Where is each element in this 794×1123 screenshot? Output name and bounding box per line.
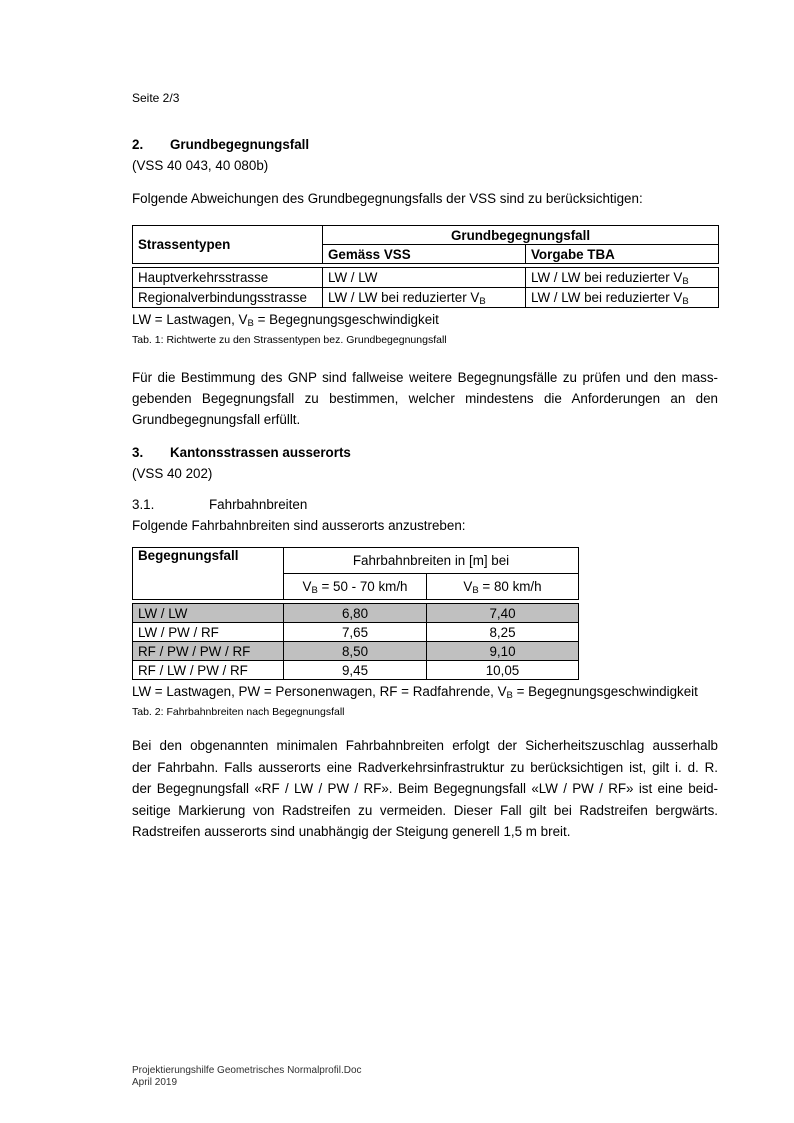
- table-2-speed-header-50-70: $V_B = 50 - 70$ km/h: [284, 574, 427, 600]
- encounter-case-cell: RF / LW / PW / RF: [133, 661, 284, 680]
- width-80-cell: 9,10: [427, 642, 579, 661]
- table-2-header: [132, 547, 579, 600]
- width-50-70-cell: 8,50: [284, 642, 427, 661]
- paragraph-line: Für die Bestimmung des GNP sind fallweise weitere Begegnungsfälle zu prüfen und den mass-: [132, 370, 718, 385]
- table-1-group-header-cell: Grundbegegnungsfall: [323, 226, 719, 245]
- table-2-group-header-cell: Fahrbahnbreiten in [m] bei: [284, 548, 579, 574]
- tba-value-cell: LW / LW bei reduzierter $V_B$: [526, 288, 719, 308]
- table-row: [133, 661, 579, 680]
- table-row: [133, 623, 579, 642]
- table-1-subheader-tba: Vorgabe TBA: [526, 245, 719, 264]
- table-1-caption: Tab. 1: Richtwerte zu den Strassentypen bez. Grundbegegnungsfall: [132, 334, 447, 346]
- section-3-1-intro-text: Folgende Fahrbahnbreiten sind ausserorts anzustreben:: [132, 518, 466, 533]
- paragraph-gnp: [132, 367, 718, 430]
- encounter-case-cell: RF / PW / PW / RF: [133, 642, 284, 661]
- width-80-cell: 8,25: [427, 623, 579, 642]
- table-1-body: [132, 267, 719, 308]
- footer-filename: Projektierungshilfe Geometrisches Normalprofil.Doc: [132, 1065, 362, 1076]
- street-type-cell: Hauptverkehrsstrasse: [133, 268, 323, 288]
- page-footer: [132, 1065, 362, 1089]
- table-2-body: [132, 603, 579, 680]
- table-2-legend: LW = Lastwagen, PW = Personenwagen, RF = Radfahrende, $V_B$ = Begegnungsgeschwindigkeit: [132, 684, 698, 701]
- width-50-70-cell: 7,65: [284, 623, 427, 642]
- table-2: [132, 547, 718, 680]
- paragraph-line: der Fahrbahn. Falls ausserorts eine Radverkehrsinfrastruktur zu berücksichtigen ist, gilt i. d. R.: [132, 759, 718, 775]
- vss-value-cell: LW / LW: [323, 268, 526, 288]
- street-type-cell: Regionalverbindungsstrasse: [133, 288, 323, 308]
- section-3-number: 3.: [132, 445, 144, 460]
- paragraph-radstreifen: [132, 735, 718, 843]
- table-2-speed-header-80: $V_B = 80$ km/h: [427, 574, 579, 600]
- width-50-70-cell: 6,80: [284, 604, 427, 623]
- table-1: [132, 225, 718, 308]
- vss-value-cell: LW / LW bei reduzierter $V_B$: [323, 288, 526, 308]
- width-80-cell: 10,05: [427, 661, 579, 680]
- section-2-number: 2.: [132, 137, 144, 152]
- table-row: [133, 604, 579, 623]
- table-2-col1-header-cell: Begegnungsfall: [133, 548, 284, 600]
- footer-date: April 2019: [132, 1077, 178, 1088]
- table-1-col1-header-cell: Strassentypen: [133, 226, 323, 264]
- tba-value-cell: LW / LW bei reduzierter $V_B$: [526, 268, 719, 288]
- table-1-subheader-vss: Gemäss VSS: [323, 245, 526, 264]
- encounter-case-cell: LW / PW / RF: [133, 623, 284, 642]
- paragraph-line: Bei den obgenannten minimalen Fahrbahnbreiten erfolgt der Sicherheitszuschlag ausserhalb: [132, 738, 718, 753]
- width-50-70-cell: 9,45: [284, 661, 427, 680]
- table-row: [133, 288, 719, 308]
- table-1-legend: LW = Lastwagen, $V_B$ = Begegnungsgeschwindigkeit: [132, 312, 439, 329]
- section-3-title: Kantonsstrassen ausserorts: [170, 445, 351, 460]
- section-2-title: Grundbegegnungsfall: [170, 137, 310, 152]
- section-3-1-title: Fahrbahnbreiten: [209, 497, 308, 512]
- paragraph-line: der Begegnungsfall «RF / LW / PW / RF». Beim Begegnungsfall «LW / PW / RF» ist eine beid-: [132, 781, 718, 796]
- paragraph-line: seitige Markierung von Radstreifen zu vermeiden. Dieser Fall gilt bei Radstreifen bergwärts.: [132, 802, 718, 818]
- page-content: [132, 0, 718, 843]
- paragraph-line: Radstreifen ausserorts sind unabhängig der Steigung generell 1,5 m breit.: [132, 824, 571, 839]
- section-2-heading: [132, 134, 718, 155]
- section-3-1-number: 3.1.: [132, 497, 155, 512]
- table-row: [133, 642, 579, 661]
- section-2-norm-reference: (VSS 40 043, 40 080b): [132, 158, 269, 173]
- width-80-cell: 7,40: [427, 604, 579, 623]
- table-2-caption: Tab. 2: Fahrbahnbreiten nach Begegnungsfall: [132, 706, 345, 718]
- section-3-norm-reference: (VSS 40 202): [132, 466, 213, 481]
- section-2-intro-text: Folgende Abweichungen des Grundbegegnungsfalls der VSS sind zu berücksichtigen:: [132, 191, 643, 206]
- table-row: [133, 268, 719, 288]
- paragraph-line: gebenden Begegnungsfall zu bestimmen, welcher mindestens die Anforderungen an den: [132, 391, 718, 406]
- encounter-case-cell: LW / LW: [133, 604, 284, 623]
- paragraph-line: Grundbegegnungsfall erfüllt.: [132, 412, 301, 427]
- table-1-header: [132, 225, 719, 264]
- section-3-1-heading: [132, 494, 718, 515]
- section-3-heading: [132, 442, 718, 463]
- page-number-label: Seite 2/3: [132, 91, 180, 105]
